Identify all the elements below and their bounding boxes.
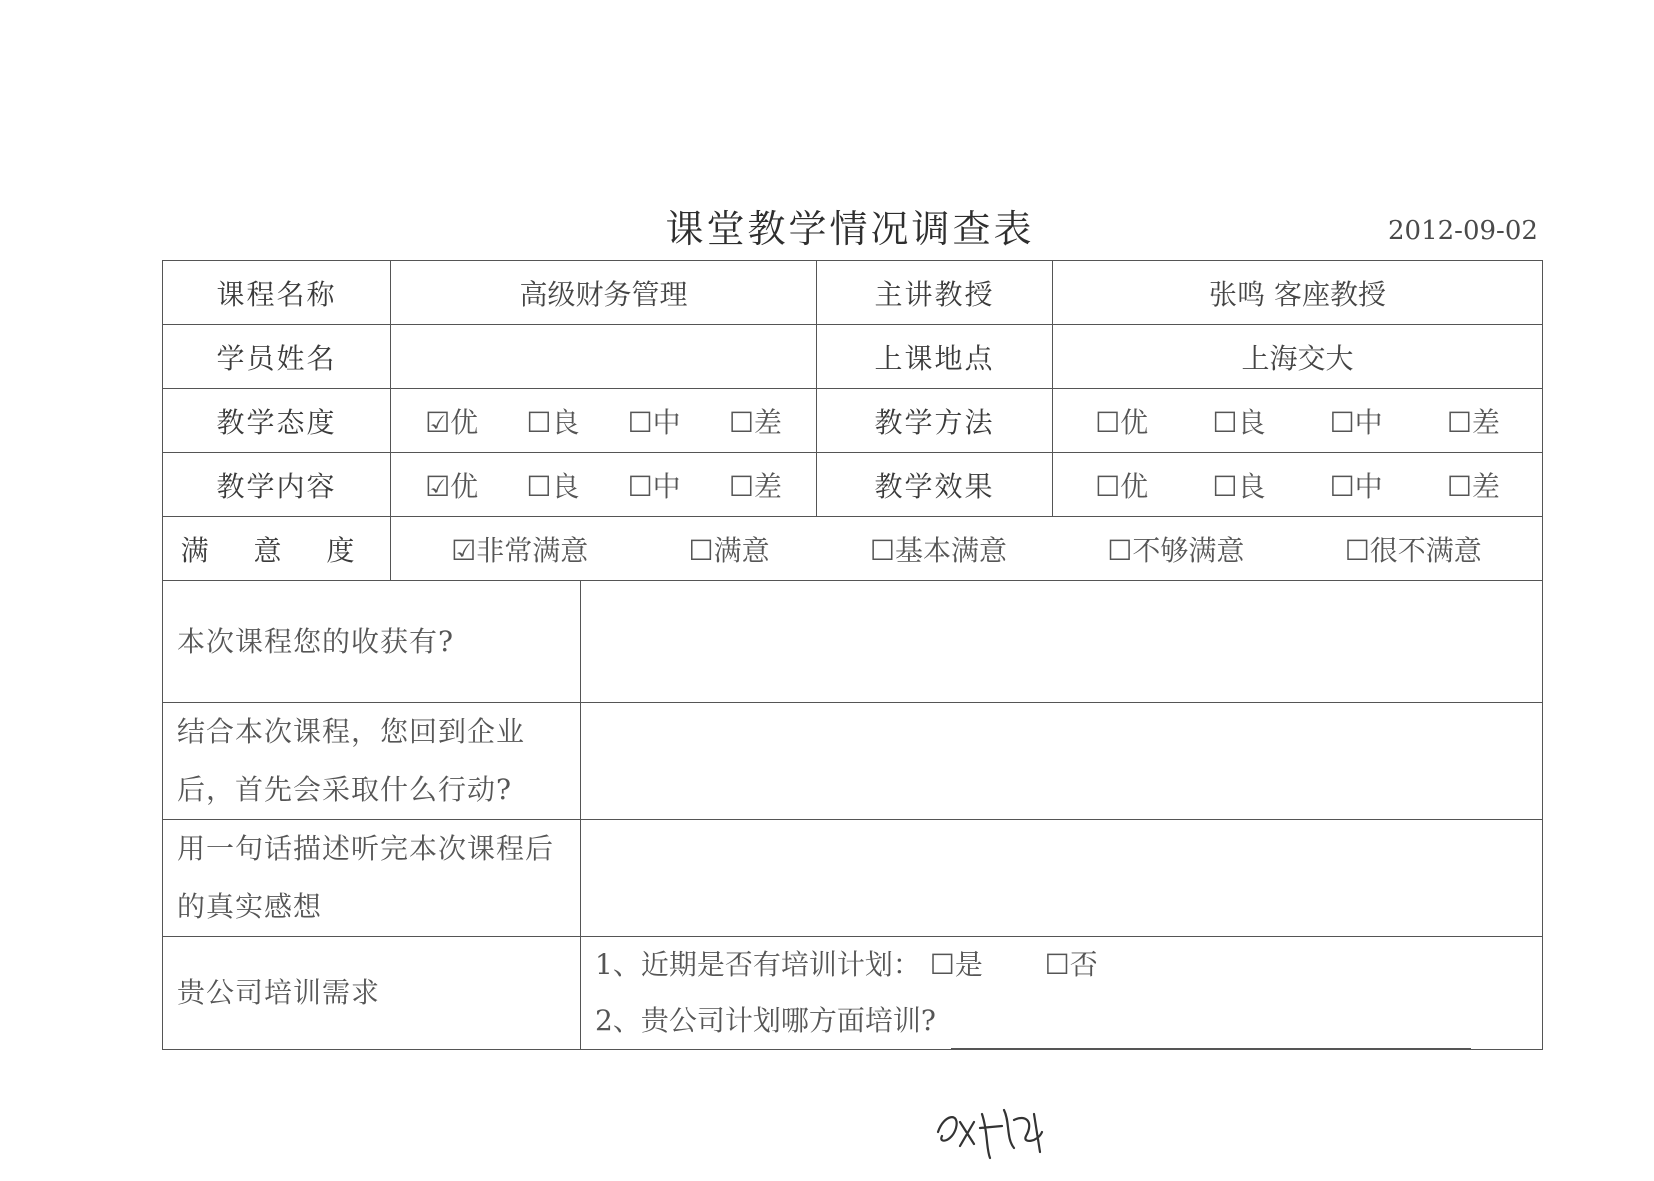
attitude-label: 教学态度 [163,389,391,453]
satisfaction-option-label: 不够满意 [1132,533,1245,567]
effect-option-label: 差 [1471,469,1500,503]
method-option-label: 良 [1237,405,1266,439]
content-option-label: 中 [652,469,681,503]
checked-checkbox-icon: ☑ [425,469,451,503]
checkbox-icon: ☐ [627,405,653,439]
checkbox-icon: ☐ [1344,533,1370,567]
method-rating-group [1053,401,1542,441]
training-needs-row [163,937,1543,1050]
form-title: 课堂教学情况调查表 [665,207,1035,251]
checkbox-icon: ☐ [1095,405,1121,439]
training-area-input[interactable] [951,1018,1471,1049]
effect-option-中[interactable] [1330,465,1383,505]
content-options [391,453,817,517]
content-rating-group [391,465,816,505]
attitude-option-label: 中 [652,405,681,439]
training-plan-line [595,937,1528,993]
checkbox-icon: ☐ [1212,469,1238,503]
checkbox-icon: ☐ [1329,405,1355,439]
training-plan-yes-checkbox[interactable] [930,948,983,981]
attitude-rating-group [391,401,816,441]
training-area-question: 2、贵公司计划哪方面培训? [595,1004,936,1037]
satisfaction-option-非常满意[interactable] [451,529,588,569]
satisfaction-option-满意[interactable] [689,529,770,569]
checkbox-icon: ☐ [1329,469,1355,503]
handwritten-signature [930,1092,1060,1162]
method-option-label: 中 [1354,405,1383,439]
feeling-row [163,820,1543,937]
survey-questions-grid [162,580,1543,1050]
attitude-option-label: 优 [450,405,479,439]
content-option-label: 良 [551,469,580,503]
training-plan-no-checkbox[interactable] [1045,948,1098,981]
checkbox-icon: ☐ [728,405,754,439]
checked-checkbox-icon: ☑ [451,533,477,567]
content-option-中[interactable] [628,465,681,505]
satisfaction-options [391,517,1543,581]
gain-question: 本次课程您的收获有? [163,581,581,703]
effect-option-优[interactable] [1095,465,1148,505]
action-row [163,703,1543,820]
effect-option-label: 中 [1354,469,1383,503]
training-plan-no-label: 否 [1069,948,1098,981]
effect-option-label: 优 [1120,469,1149,503]
student-row [163,325,1543,389]
checkbox-icon: ☐ [688,533,714,567]
form-date: 2012-09-02 [1388,216,1538,246]
checked-checkbox-icon: ☑ [425,405,451,439]
attitude-option-优[interactable] [425,401,478,441]
content-effect-row [163,453,1543,517]
checkbox-icon: ☐ [869,533,896,567]
action-question: 结合本次课程，您回到企业后，首先会采取什么行动? [163,703,581,820]
effect-option-良[interactable] [1212,465,1265,505]
training-plan-question: 1、近期是否有培训计划： [595,948,921,981]
content-label: 教学内容 [163,453,391,517]
training-needs-cell [581,937,1543,1050]
method-option-中[interactable] [1330,401,1383,441]
student-name-field[interactable] [391,325,817,389]
effect-option-差[interactable] [1447,465,1500,505]
content-option-label: 差 [753,469,782,503]
checkbox-icon: ☐ [728,469,754,503]
lecturer-label: 主讲教授 [817,261,1053,325]
attitude-option-差[interactable] [729,401,782,441]
satisfaction-option-label: 基本满意 [895,533,1008,567]
student-name-label: 学员姓名 [163,325,391,389]
content-option-优[interactable] [425,465,478,505]
attitude-method-row [163,389,1543,453]
satisfaction-label: 满 意 度 [163,517,391,581]
checkbox-icon: ☐ [526,469,552,503]
checkbox-icon: ☐ [526,405,552,439]
satisfaction-rating-group [391,529,1542,569]
method-option-label: 优 [1120,405,1149,439]
survey-top-grid [162,260,1543,581]
checkbox-icon: ☐ [1212,405,1238,439]
content-option-差[interactable] [729,465,782,505]
attitude-options [391,389,817,453]
checkbox-icon: ☐ [1095,469,1121,503]
training-area-line [595,993,1528,1049]
checkbox-icon: ☐ [627,469,653,503]
method-option-优[interactable] [1095,401,1148,441]
attitude-option-label: 良 [551,405,580,439]
method-label: 教学方法 [817,389,1053,453]
method-option-良[interactable] [1212,401,1265,441]
action-answer-field[interactable] [581,703,1543,820]
satisfaction-option-label: 非常满意 [476,533,589,567]
attitude-option-中[interactable] [628,401,681,441]
checkbox-icon: ☐ [929,948,955,981]
course-row [163,261,1543,325]
checkbox-icon: ☐ [1107,533,1133,567]
content-option-良[interactable] [526,465,579,505]
checkbox-icon: ☐ [1446,405,1472,439]
feeling-answer-field[interactable] [581,820,1543,937]
training-plan-yes-label: 是 [954,948,983,981]
training-needs-label: 贵公司培训需求 [163,937,581,1050]
effect-options [1053,453,1543,517]
satisfaction-row [163,517,1543,581]
course-name-value[interactable]: 高级财务管理 [391,261,817,325]
location-label: 上课地点 [817,325,1053,389]
location-value[interactable]: 上海交大 [1053,325,1543,389]
method-options [1053,389,1543,453]
attitude-option-label: 差 [753,405,782,439]
satisfaction-option-很不满意[interactable] [1345,529,1482,569]
satisfaction-option-label: 很不满意 [1369,533,1482,567]
feeling-question: 用一句话描述听完本次课程后的真实感想 [163,820,581,937]
method-option-label: 差 [1471,405,1500,439]
checkbox-icon: ☐ [1446,469,1472,503]
course-name-label: 课程名称 [163,261,391,325]
survey-table [162,260,1542,1050]
effect-label: 教学效果 [817,453,1053,517]
gain-answer-field[interactable] [581,581,1543,703]
satisfaction-option-label: 满意 [713,533,770,567]
lecturer-value[interactable]: 张鸣 客座教授 [1053,261,1543,325]
attitude-option-良[interactable] [526,401,579,441]
effect-rating-group [1053,465,1542,505]
method-option-差[interactable] [1447,401,1500,441]
checkbox-icon: ☐ [1044,948,1070,981]
satisfaction-option-基本满意[interactable] [870,529,1007,569]
satisfaction-option-不够满意[interactable] [1107,529,1244,569]
effect-option-label: 良 [1237,469,1266,503]
content-option-label: 优 [450,469,479,503]
gain-row [163,581,1543,703]
